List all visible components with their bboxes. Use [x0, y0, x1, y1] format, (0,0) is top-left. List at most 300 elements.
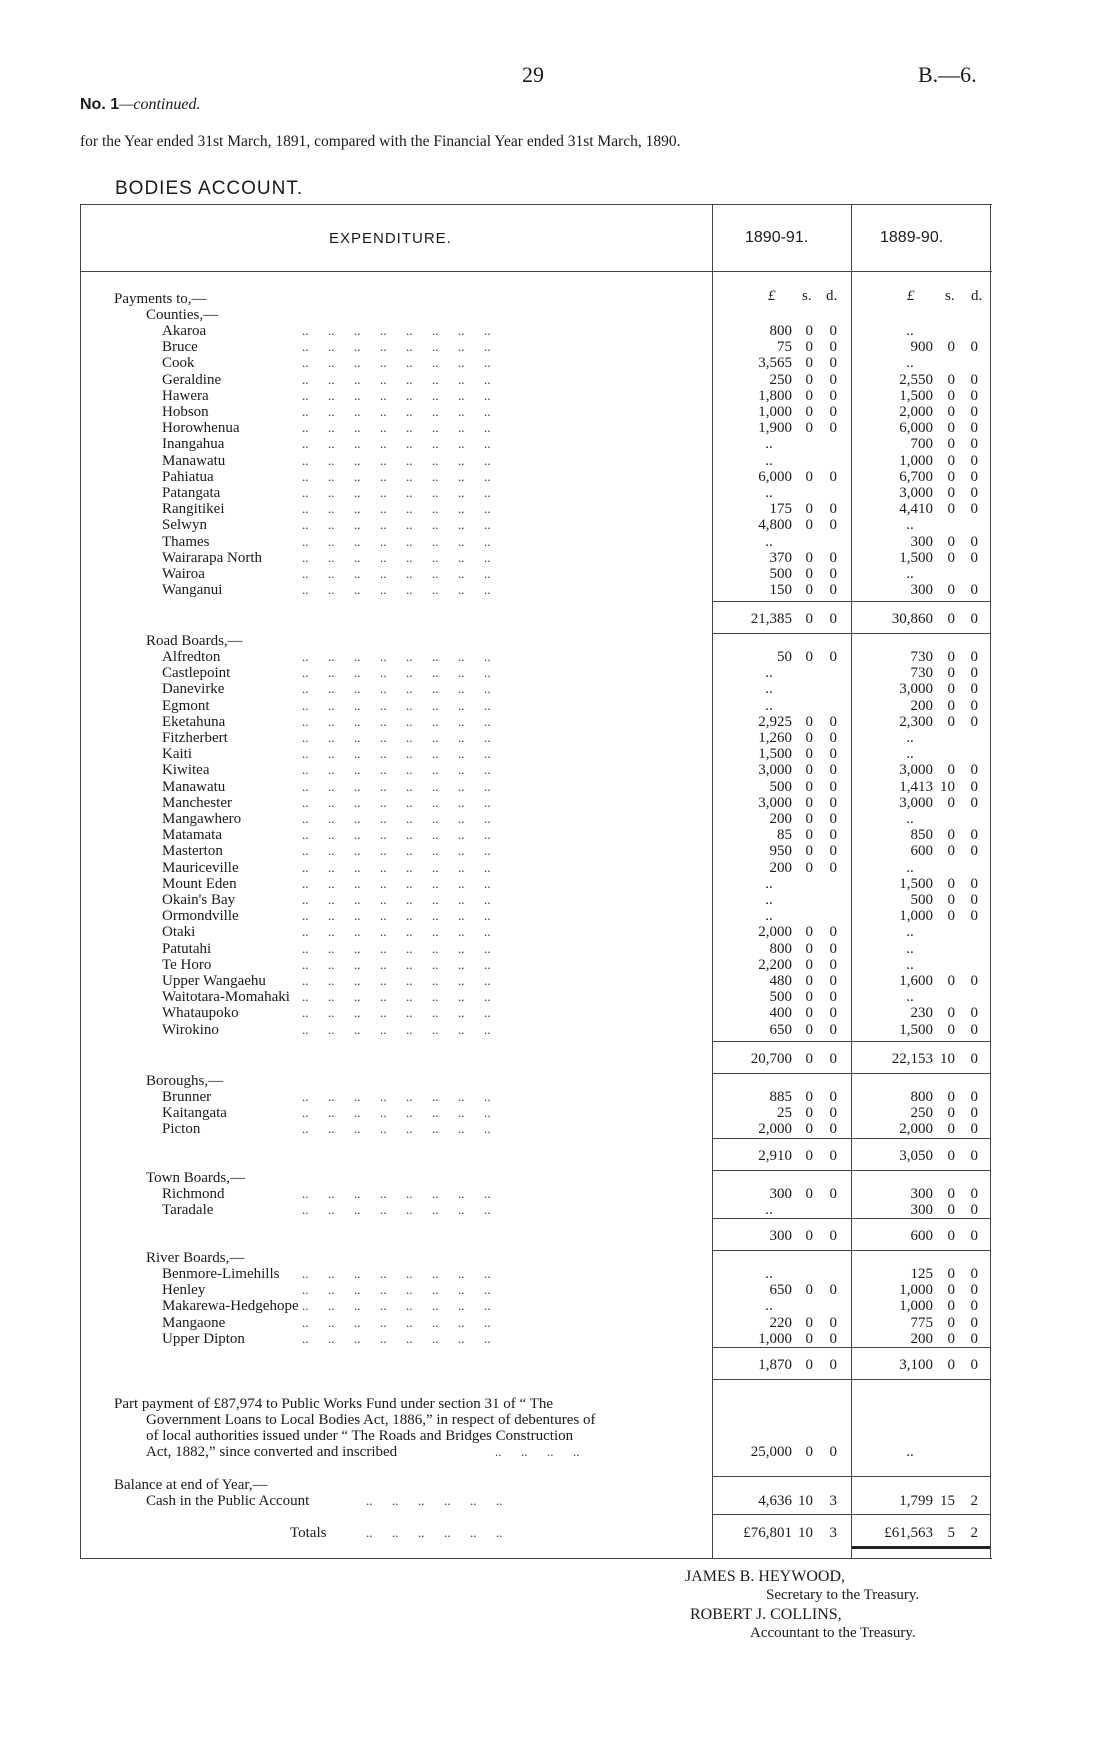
- amount-1890-91-pence: 0: [829, 1357, 837, 1373]
- leader-dots: .. .. .. .. .. .. .. ..: [302, 1105, 491, 1120]
- subtotal-bottom-rule-a: [712, 633, 851, 634]
- amount-1889-90-shillings: 0: [947, 453, 955, 469]
- leader-dots: .. .. .. .. .. .. .. ..: [302, 453, 491, 468]
- leader-dots: .. .. .. .. .. .. .. ..: [302, 517, 491, 532]
- amount-1890-91-shillings: 0: [805, 827, 813, 843]
- leader-dots: .. .. .. .. .. .. .. ..: [302, 1331, 491, 1346]
- leader-dots: .. .. .. .. .. .. .. ..: [302, 501, 491, 516]
- amount-1889-90-pounds: 3,050: [899, 1148, 933, 1164]
- table-left-rule: [80, 204, 81, 1558]
- amount-1889-90-shillings: 0: [947, 1357, 955, 1373]
- amount-1890-91-pounds: 2,000: [758, 1121, 792, 1137]
- amount-1890-91-pence: 0: [829, 1444, 837, 1460]
- row-label: Upper Dipton: [162, 1331, 245, 1347]
- row-label: Okain's Bay: [162, 892, 236, 908]
- signature-name-1: JAMES B. HEYWOOD,: [685, 1568, 845, 1585]
- part-payment-line: Part payment of £87,974 to Public Works Fund under section 31 of “ The: [114, 1396, 554, 1412]
- amount-1889-90-shillings: 0: [947, 892, 955, 908]
- amount-1890-91-shillings: 0: [805, 714, 813, 730]
- amount-1890-91-pence: 0: [829, 795, 837, 811]
- subtotal-rule-a: [712, 1347, 851, 1348]
- payments-to-heading: Payments to,—: [114, 291, 207, 307]
- amount-1889-90-pounds: 2,000: [899, 404, 933, 420]
- header-year-1889-90: 1889-90.: [880, 229, 944, 246]
- document-number-continued: —continued.: [119, 96, 201, 113]
- leader-dots: .. .. .. .. .. .. .. ..: [302, 1315, 491, 1330]
- amount-1890-91-pounds: 1,000: [758, 1331, 792, 1347]
- amount-1890-91-pounds: ..: [765, 665, 773, 681]
- amount-1890-91-shillings: 0: [805, 388, 813, 404]
- amount-1889-90-pounds: 2,000: [899, 1121, 933, 1137]
- row-label: Hobson: [162, 404, 209, 420]
- amount-1890-91-pence: 0: [829, 1148, 837, 1164]
- amount-1890-91-pounds: 300: [769, 1228, 792, 1244]
- amount-1890-91-shillings: 0: [805, 843, 813, 859]
- unit-pound-b: £: [907, 288, 915, 304]
- amount-1889-90-pounds: 1,000: [899, 908, 933, 924]
- amount-1889-90-pounds: 850: [910, 827, 933, 843]
- row-label: Horowhenua: [162, 420, 240, 436]
- row-label: Alfredton: [162, 649, 221, 665]
- row-label: Wirokino: [162, 1022, 219, 1038]
- amount-1889-90-pounds: ..: [906, 957, 914, 973]
- section-title: BODIES ACCOUNT.: [115, 178, 304, 199]
- amount-1889-90-pounds: 125: [910, 1266, 933, 1282]
- amount-1889-90-pence: 0: [970, 420, 978, 436]
- amount-1889-90-shillings: 0: [947, 1121, 955, 1137]
- amount-1889-90-shillings: 0: [947, 876, 955, 892]
- amount-1889-90-shillings: 0: [947, 1228, 955, 1244]
- amount-1890-91-pounds: ..: [765, 1202, 773, 1218]
- row-label: Benmore-Limehills: [162, 1266, 280, 1282]
- amount-1890-91-pounds: ..: [765, 485, 773, 501]
- amount-1889-90-pence: 0: [970, 876, 978, 892]
- leader-dots: .. .. .. .. .. .. .. ..: [302, 811, 491, 826]
- amount-1890-91-shillings: 0: [805, 957, 813, 973]
- amount-1889-90-pounds: 600: [910, 843, 933, 859]
- amount-1889-90-pence: 0: [970, 1121, 978, 1137]
- amount-1890-91-pence: 0: [829, 582, 837, 598]
- row-label: Castlepoint: [162, 665, 231, 681]
- amount-1890-91-pence: 0: [829, 420, 837, 436]
- amount-1890-91-pounds: 20,700: [750, 1051, 792, 1067]
- amount-1890-91-pounds: 500: [769, 779, 792, 795]
- leader-dots: .. .. .. .. .. .. .. ..: [302, 323, 491, 338]
- leader-dots: .. .. .. .. .. .. .. ..: [302, 698, 491, 713]
- amount-1890-91-pence: 0: [829, 1105, 837, 1121]
- leader-dots: .. .. .. .. .. .. .. ..: [302, 892, 491, 907]
- amount-1889-90-pounds: 1,000: [899, 1298, 933, 1314]
- leader-dots: .. .. .. .. .. .. .. ..: [302, 989, 491, 1004]
- row-label: Cook: [162, 355, 195, 371]
- amount-1889-90-pounds: 2,550: [899, 372, 933, 388]
- leader-dots: .. .. .. .. .. .. .. ..: [302, 665, 491, 680]
- amount-1889-90-pounds: 300: [910, 582, 933, 598]
- row-label: Kaiti: [162, 746, 192, 762]
- amount-1889-90-pence: 0: [970, 1186, 978, 1202]
- amount-1890-91-pence: 0: [829, 860, 837, 876]
- row-label: Manchester: [162, 795, 232, 811]
- row-label: Mangawhero: [162, 811, 242, 827]
- unit-shilling-b: s.: [945, 288, 955, 304]
- subtotal-rule-b: [851, 1218, 990, 1219]
- leader-dots: .. .. .. .. .. .. .. ..: [302, 534, 491, 549]
- signature-title-1: Secretary to the Treasury.: [766, 1587, 920, 1603]
- amount-1889-90-pounds: 730: [910, 649, 933, 665]
- leader-dots: .. .. .. .. .. .. .. ..: [302, 404, 491, 419]
- page-subtitle: for the Year ended 31st March, 1891, compared with the Financial Year ended 31st March, 1890.: [80, 133, 681, 150]
- amount-1889-90-pounds: 3,100: [899, 1357, 933, 1373]
- amount-1890-91-pence: 0: [829, 811, 837, 827]
- row-label: Waitotara-Momahaki: [162, 989, 290, 1005]
- leader-dots: .. .. .. .. .. .. .. ..: [302, 339, 491, 354]
- amount-1890-91-pence: 0: [829, 1005, 837, 1021]
- row-label: Wairoa: [162, 566, 205, 582]
- amount-1890-91-shillings: 0: [805, 501, 813, 517]
- amount-1890-91-shillings: 0: [805, 1022, 813, 1038]
- amount-1889-90-pence: 0: [970, 582, 978, 598]
- amount-1890-91-pounds: 4,636: [758, 1493, 792, 1509]
- amount-1889-90-pounds: ..: [906, 989, 914, 1005]
- subtotal-rule-a: [712, 601, 851, 602]
- header-bottom-rule: [80, 271, 992, 272]
- balance-rule-b: [851, 1476, 990, 1477]
- amount-1890-91-pence: 0: [829, 1315, 837, 1331]
- amount-1889-90-pounds: ..: [906, 566, 914, 582]
- amount-1890-91-pounds: 220: [769, 1315, 792, 1331]
- amount-1889-90-shillings: 5: [947, 1525, 955, 1541]
- subtotal-rule-a: [712, 1041, 851, 1042]
- table-bottom-rule: [80, 1558, 992, 1559]
- subtotal-rule-b: [851, 601, 990, 602]
- amount-1890-91-shillings: 0: [805, 779, 813, 795]
- amount-1890-91-shillings: 0: [805, 355, 813, 371]
- amount-1889-90-shillings: 0: [947, 908, 955, 924]
- leader-dots: .. .. .. .. .. .. .. ..: [302, 582, 491, 597]
- amount-1890-91-shillings: 0: [805, 323, 813, 339]
- amount-1890-91-pence: 0: [829, 649, 837, 665]
- amount-1889-90-pence: 0: [970, 1148, 978, 1164]
- amount-1889-90-pounds: ..: [906, 730, 914, 746]
- totals-top-rule-a: [712, 1514, 851, 1515]
- balance-rule-a: [712, 1476, 851, 1477]
- leader-dots: .. .. .. .. .. .. .. ..: [302, 1089, 491, 1104]
- amount-1889-90-pence: 0: [970, 453, 978, 469]
- amount-1890-91-pence: 0: [829, 339, 837, 355]
- amount-1890-91-pounds: 500: [769, 989, 792, 1005]
- amount-1889-90-shillings: 0: [947, 843, 955, 859]
- amount-1890-91-pounds: 370: [769, 550, 792, 566]
- amount-1889-90-shillings: 0: [947, 469, 955, 485]
- subtotal-bottom-rule-b: [851, 633, 990, 634]
- amount-1890-91-shillings: 0: [805, 1148, 813, 1164]
- amount-1890-91-pounds: 500: [769, 566, 792, 582]
- amount-1889-90-pounds: 1,500: [899, 388, 933, 404]
- row-label: Patangata: [162, 485, 221, 501]
- amount-1889-90-shillings: 0: [947, 436, 955, 452]
- row-label: Taradale: [162, 1202, 214, 1218]
- amount-1890-91-pounds: ..: [765, 453, 773, 469]
- row-label: Fitzherbert: [162, 730, 228, 746]
- amount-1889-90-shillings: 0: [947, 339, 955, 355]
- amount-1890-91-shillings: 0: [805, 746, 813, 762]
- amount-1889-90-pounds: ..: [906, 355, 914, 371]
- leader-dots: .. .. .. .. .. .. .. ..: [302, 649, 491, 664]
- row-label: Kiwitea: [162, 762, 210, 778]
- amount-1889-90-pence: 0: [970, 534, 978, 550]
- amount-1889-90-shillings: 0: [947, 501, 955, 517]
- amount-1889-90-pounds: 900: [910, 339, 933, 355]
- amount-1889-90-pounds: 4,410: [899, 501, 933, 517]
- amount-1890-91-pounds: ..: [765, 1266, 773, 1282]
- amount-1889-90-pounds: ..: [906, 860, 914, 876]
- amount-1889-90-pence: 0: [970, 892, 978, 908]
- amount-1889-90-pounds: 6,000: [899, 420, 933, 436]
- amount-1889-90-shillings: 0: [947, 420, 955, 436]
- boroughs-heading: Boroughs,—: [146, 1073, 224, 1089]
- subtotal-bottom-rule-a: [712, 1250, 851, 1251]
- unit-shilling-a: s.: [802, 288, 812, 304]
- amount-1890-91-shillings: 0: [805, 372, 813, 388]
- amount-1890-91-shillings: 0: [805, 924, 813, 940]
- amount-1889-90-pence: 0: [970, 1357, 978, 1373]
- amount-1889-90-pounds: 2,300: [899, 714, 933, 730]
- amount-1889-90-shillings: 0: [947, 698, 955, 714]
- subtotal-bottom-rule-a: [712, 1170, 851, 1171]
- amount-1889-90-pounds: ..: [906, 811, 914, 827]
- amount-1889-90-pounds: 500: [910, 892, 933, 908]
- amount-1890-91-pounds: 4,800: [758, 517, 792, 533]
- amount-1889-90-pounds: 22,153: [891, 1051, 933, 1067]
- amount-1889-90-pence: 0: [970, 698, 978, 714]
- amount-1890-91-pence: 0: [829, 355, 837, 371]
- amount-1890-91-pounds: 300: [769, 1186, 792, 1202]
- amount-1890-91-pounds: 3,565: [758, 355, 792, 371]
- amount-1890-91-pence: 0: [829, 941, 837, 957]
- amount-1890-91-shillings: 0: [805, 611, 813, 627]
- amount-1889-90-shillings: 0: [947, 649, 955, 665]
- signature-name-2: ROBERT J. COLLINS,: [690, 1606, 842, 1623]
- amount-1889-90-pence: 0: [970, 1266, 978, 1282]
- amount-1890-91-pence: 3: [829, 1525, 837, 1541]
- amount-1890-91-pence: 0: [829, 1186, 837, 1202]
- signature-title-2: Accountant to the Treasury.: [750, 1625, 916, 1641]
- amount-1890-91-pence: 0: [829, 957, 837, 973]
- row-label: Eketahuna: [162, 714, 226, 730]
- leader-dots: .. .. .. .. .. .. .. ..: [302, 372, 491, 387]
- amount-1889-90-pounds: 200: [910, 1331, 933, 1347]
- subtotal-rule-b: [851, 1041, 990, 1042]
- amount-1890-91-pence: 0: [829, 550, 837, 566]
- amount-1889-90-pounds: 3,000: [899, 681, 933, 697]
- amount-1890-91-pounds: ..: [765, 908, 773, 924]
- document-number-label: No. 1: [80, 96, 120, 113]
- amount-1889-90-pence: 0: [970, 714, 978, 730]
- row-label: Thames: [162, 534, 210, 550]
- amount-1889-90-pounds: 250: [910, 1105, 933, 1121]
- part-payment-line: of local authorities issued under “ The Roads and Bridges Construction: [146, 1428, 574, 1444]
- amount-1889-90-shillings: 0: [947, 1022, 955, 1038]
- leader-dots: .. .. .. .. .. .. .. ..: [302, 762, 491, 777]
- amount-1889-90-pence: 0: [970, 611, 978, 627]
- amount-1889-90-pounds: 1,413: [899, 779, 933, 795]
- amount-1890-91-pounds: 50: [777, 649, 792, 665]
- amount-1889-90-pounds: 1,500: [899, 1022, 933, 1038]
- column-rule-3: [990, 204, 991, 1558]
- unit-pence-b: d.: [971, 288, 983, 304]
- leader-dots: .. .. .. ..: [495, 1444, 580, 1459]
- amount-1890-91-pence: 0: [829, 388, 837, 404]
- amount-1890-91-pounds: 6,000: [758, 469, 792, 485]
- amount-1890-91-shillings: 0: [805, 1331, 813, 1347]
- amount-1889-90-pence: 0: [970, 1315, 978, 1331]
- amount-1889-90-shillings: 10: [940, 779, 955, 795]
- totals-top-rule-b: [851, 1514, 990, 1515]
- leader-dots: .. .. .. .. .. .. .. ..: [302, 908, 491, 923]
- amount-1890-91-pounds: 85: [777, 827, 792, 843]
- page-number: 29: [522, 62, 544, 87]
- amount-1889-90-pence: 0: [970, 1089, 978, 1105]
- amount-1890-91-pence: 0: [829, 779, 837, 795]
- amount-1890-91-pounds: 2,925: [758, 714, 792, 730]
- amount-1890-91-pence: 0: [829, 404, 837, 420]
- amount-1890-91-pounds: 1,000: [758, 404, 792, 420]
- amount-1889-90-shillings: 0: [947, 534, 955, 550]
- amount-1890-91-shillings: 0: [805, 795, 813, 811]
- amount-1889-90-pounds: 3,000: [899, 795, 933, 811]
- amount-1890-91-shillings: 0: [805, 1282, 813, 1298]
- amount-1889-90-pounds: ..: [906, 941, 914, 957]
- amount-1890-91-pounds: ..: [765, 698, 773, 714]
- amount-1890-91-pounds: 175: [769, 501, 792, 517]
- amount-1890-91-pence: 0: [829, 1331, 837, 1347]
- amount-1890-91-shillings: 0: [805, 941, 813, 957]
- amount-1889-90-pence: 2: [970, 1493, 978, 1509]
- amount-1890-91-pence: 0: [829, 924, 837, 940]
- amount-1889-90-pence: 0: [970, 1228, 978, 1244]
- amount-1890-91-shillings: 0: [805, 989, 813, 1005]
- amount-1890-91-pounds: 25,000: [750, 1444, 792, 1460]
- amount-1889-90-pounds: ..: [906, 924, 914, 940]
- amount-1889-90-pence: 0: [970, 485, 978, 501]
- amount-1889-90-pence: 0: [970, 908, 978, 924]
- amount-1889-90-shillings: 0: [947, 1202, 955, 1218]
- leader-dots: .. .. .. .. .. .. .. ..: [302, 469, 491, 484]
- amount-1890-91-shillings: 0: [805, 420, 813, 436]
- amount-1890-91-pounds: 150: [769, 582, 792, 598]
- amount-1889-90-pence: 0: [970, 795, 978, 811]
- leader-dots: .. .. .. .. .. .. .. ..: [302, 1266, 491, 1281]
- amount-1889-90-pence: 2: [970, 1525, 978, 1541]
- amount-1889-90-pence: 0: [970, 388, 978, 404]
- amount-1890-91-pounds: 1,800: [758, 388, 792, 404]
- amount-1890-91-shillings: 0: [805, 1315, 813, 1331]
- amount-1890-91-pounds: 650: [769, 1022, 792, 1038]
- road-boards-heading: Road Boards,—: [146, 633, 243, 649]
- amount-1890-91-pence: 0: [829, 1282, 837, 1298]
- amount-1890-91-pounds: 25: [777, 1105, 792, 1121]
- row-label: Picton: [162, 1121, 201, 1137]
- amount-1890-91-pounds: 1,900: [758, 420, 792, 436]
- leader-dots: .. .. .. .. .. .. .. ..: [302, 1186, 491, 1201]
- amount-1890-91-shillings: 0: [805, 1186, 813, 1202]
- amount-1890-91-shillings: 0: [805, 1005, 813, 1021]
- amount-1890-91-pounds: ..: [765, 681, 773, 697]
- row-label: Otaki: [162, 924, 196, 940]
- amount-1890-91-pounds: 950: [769, 843, 792, 859]
- amount-1890-91-pounds: 1,260: [758, 730, 792, 746]
- row-label: Mangaone: [162, 1315, 226, 1331]
- part-payment-line: Act, 1882,” since converted and inscribed: [146, 1444, 398, 1460]
- subtotal-bottom-rule-a: [712, 1379, 851, 1380]
- amount-1889-90-shillings: 0: [947, 973, 955, 989]
- row-label: Henley: [162, 1282, 206, 1298]
- amount-1889-90-shillings: 0: [947, 1005, 955, 1021]
- amount-1889-90-pounds: 200: [910, 698, 933, 714]
- amount-1890-91-pence: 3: [829, 1493, 837, 1509]
- amount-1889-90-shillings: 0: [947, 1186, 955, 1202]
- river-boards-heading: River Boards,—: [146, 1250, 245, 1266]
- amount-1889-90-shillings: 0: [947, 681, 955, 697]
- town-boards-heading: Town Boards,—: [146, 1170, 245, 1186]
- amount-1890-91-pounds: ..: [765, 436, 773, 452]
- column-rule-1: [712, 204, 713, 1558]
- amount-1890-91-pounds: 250: [769, 372, 792, 388]
- row-label: Bruce: [162, 339, 198, 355]
- amount-1890-91-pence: 0: [829, 730, 837, 746]
- amount-1890-91-pence: 0: [829, 1121, 837, 1137]
- leader-dots: .. .. .. .. .. .. .. ..: [302, 355, 491, 370]
- amount-1889-90-shillings: 0: [947, 1148, 955, 1164]
- amount-1889-90-shillings: 0: [947, 485, 955, 501]
- amount-1889-90-pence: 0: [970, 469, 978, 485]
- row-label: Mauriceville: [162, 860, 239, 876]
- row-label: Wanganui: [162, 582, 223, 598]
- amount-1890-91-shillings: 0: [805, 973, 813, 989]
- leader-dots: .. .. .. .. .. .. .. ..: [302, 1005, 491, 1020]
- amount-1889-90-shillings: 0: [947, 550, 955, 566]
- row-label: Hawera: [162, 388, 209, 404]
- row-label: Richmond: [162, 1186, 225, 1202]
- row-label: Pahiatua: [162, 469, 214, 485]
- amount-1889-90-pence: 0: [970, 843, 978, 859]
- amount-1889-90-shillings: 0: [947, 1315, 955, 1331]
- amount-1890-91-pence: 0: [829, 762, 837, 778]
- amount-1890-91-pounds: 75: [777, 339, 792, 355]
- amount-1890-91-shillings: 0: [805, 339, 813, 355]
- leader-dots: .. .. .. .. .. .. .. ..: [302, 388, 491, 403]
- leader-dots: .. .. .. .. .. .. .. ..: [302, 924, 491, 939]
- amount-1889-90-pence: 0: [970, 1051, 978, 1067]
- amount-1890-91-pence: 0: [829, 714, 837, 730]
- amount-1889-90-pounds: 800: [910, 1089, 933, 1105]
- amount-1890-91-shillings: 0: [805, 860, 813, 876]
- amount-1890-91-pence: 0: [829, 1051, 837, 1067]
- leader-dots: .. .. .. .. .. .. .. ..: [302, 957, 491, 972]
- unit-pence-a: d.: [826, 288, 838, 304]
- header-year-1890-91: 1890-91.: [745, 229, 809, 246]
- leader-dots: .. .. .. .. .. .. .. ..: [302, 1022, 491, 1037]
- document-number: [80, 96, 200, 114]
- amount-1890-91-shillings: 0: [805, 1105, 813, 1121]
- amount-1890-91-shillings: 0: [805, 762, 813, 778]
- amount-1890-91-shillings: 0: [805, 1089, 813, 1105]
- leader-dots: .. .. .. .. .. .. .. ..: [302, 941, 491, 956]
- leader-dots: .. .. .. .. .. .. .. ..: [302, 860, 491, 875]
- row-label: Mount Eden: [162, 876, 237, 892]
- subtotal-rule-b: [851, 1138, 990, 1139]
- row-label: Egmont: [162, 698, 210, 714]
